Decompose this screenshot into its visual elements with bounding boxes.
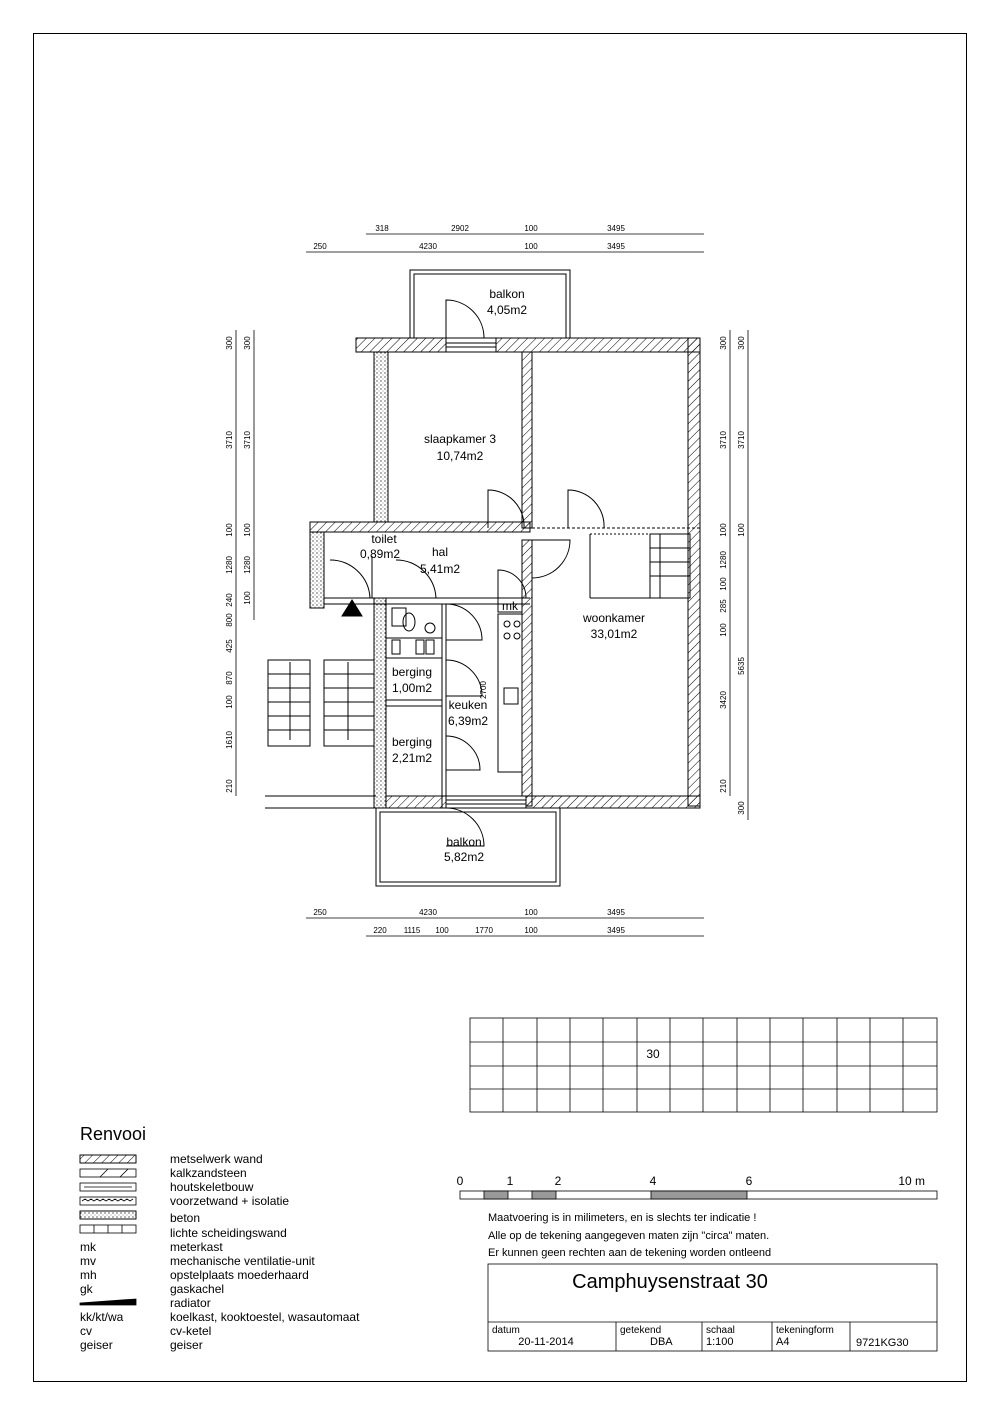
dim-right-outer-4: 300	[737, 801, 746, 815]
dim-right-inner-2: 100	[719, 523, 728, 537]
legend-label-6: meterkast	[170, 1240, 223, 1254]
dim-bottom2-1: 1115	[403, 926, 421, 935]
dim-top1-1: 2902	[451, 224, 469, 233]
dim-top1-0: 318	[375, 224, 389, 233]
room-hal-name: hal	[431, 545, 449, 559]
dim-right-inner-4: 100	[719, 577, 728, 591]
title-block-tekeningform: A4	[776, 1336, 790, 1348]
title-block-schaal-label: schaal	[706, 1325, 735, 1336]
legend-label-1: kalkzandsteen	[170, 1166, 247, 1180]
legend-label-8: opstelplaats moederhaard	[170, 1268, 309, 1282]
title-block-title: Camphuysenstraat 30	[572, 1271, 768, 1293]
title-block-datum: 20-11-2014	[518, 1336, 574, 1348]
scale-tick-2: 2	[554, 1174, 562, 1188]
room-balkon-bottom-name: balkon	[446, 835, 482, 849]
scale-tick-1: 1	[506, 1174, 514, 1188]
dim-left-inner-3: 1280	[243, 556, 252, 574]
dim-bottom2-4: 100	[524, 926, 538, 935]
reference-grid	[470, 1018, 937, 1112]
room-balkon-top-name: balkon	[489, 287, 525, 301]
dim-left-inner-0: 300	[243, 336, 252, 350]
legend-label-2: houtskeletbouw	[170, 1180, 254, 1194]
room-berging2-name: berging	[391, 735, 433, 749]
legend-key-7: mv	[80, 1254, 96, 1268]
dim-left-outer-4: 240	[225, 593, 234, 607]
room-slaapkamer-area: 10,74m2	[436, 449, 484, 463]
dim-top2-3: 3495	[607, 242, 625, 251]
dim-left-inner-4: 100	[243, 591, 252, 605]
title-block-getekend: DBA	[650, 1336, 673, 1348]
top-wall	[356, 338, 700, 352]
dim-right-inner-8: 210	[719, 779, 728, 793]
dim-bottom1-1: 4230	[419, 908, 437, 917]
legend-label-11: koelkast, kooktoestel, wasautomaat	[170, 1310, 360, 1324]
dim-right-inner-6: 100	[719, 623, 728, 637]
dim-left-outer-8: 100	[225, 695, 234, 709]
room-keuken-name: keuken	[448, 698, 488, 712]
title-block-schaal: 1:100	[706, 1336, 734, 1348]
dim-bottom2-5: 3495	[607, 926, 625, 935]
room-balkon-bottom-area: 5,82m2	[443, 850, 485, 864]
legend-key-6: mk	[80, 1240, 96, 1254]
legend-key-9: gk	[80, 1282, 93, 1296]
scale-tick-10: 10 m	[898, 1174, 925, 1188]
title-block-datum-label: datum	[492, 1325, 520, 1336]
dim-left-outer-1: 3710	[225, 431, 234, 449]
legend-key-8: mh	[80, 1268, 97, 1282]
legend-key-12: cv	[80, 1324, 92, 1338]
legend-label-3: voorzetwand + isolatie	[170, 1194, 290, 1208]
legend-key-13: geiser	[80, 1338, 113, 1352]
dim-left-inner-1: 3710	[243, 431, 252, 449]
title-block-code: 9721KG30	[856, 1337, 909, 1349]
dim-bottom1-3: 3495	[607, 908, 625, 917]
room-labels	[360, 287, 645, 864]
grid-cell-value: 30	[646, 1047, 660, 1061]
scale-tick-4: 4	[649, 1174, 657, 1188]
room-slaapkamer-name: slaapkamer 3	[423, 432, 497, 446]
dim-right-inner-5: 285	[719, 599, 728, 613]
room-berging2-area: 2,21m2	[391, 751, 433, 765]
room-berging1-name: berging	[391, 665, 433, 679]
dim-right-inner-0: 300	[719, 336, 728, 350]
dim-kitchen: 2700	[479, 681, 488, 699]
title-block-getekend-label: getekend	[620, 1325, 662, 1336]
room-mk-name: mk	[502, 599, 518, 613]
legend-label-12: cv-ketel	[170, 1324, 212, 1338]
dim-left-outer-2: 100	[225, 523, 234, 537]
legend-title: Renvooi	[80, 1124, 147, 1144]
dim-bottom2-2: 100	[435, 926, 449, 935]
dim-bottom2-0: 220	[373, 926, 387, 935]
note-2: Er kunnen geen rechten aan de tekening worden ontleend	[488, 1247, 772, 1259]
title-block-tekeningform-label: tekeningform	[776, 1325, 834, 1336]
dim-left-outer-5: 800	[225, 613, 234, 627]
legend-key-11: kk/kt/wa	[80, 1310, 124, 1324]
legend-label-13: geiser	[170, 1338, 203, 1352]
room-woonkamer-area: 33,01m2	[590, 627, 638, 641]
dim-left-outer-3: 1280	[225, 556, 234, 574]
dim-bottom1-2: 100	[524, 908, 538, 917]
dim-right-inner-7: 3420	[719, 691, 728, 709]
room-woonkamer-name: woonkamer	[582, 611, 646, 625]
dim-top1-3: 3495	[607, 224, 625, 233]
legend-label-9: gaskachel	[170, 1282, 225, 1296]
dim-left-outer-6: 425	[225, 639, 234, 653]
legend-label-10: radiator	[170, 1296, 211, 1310]
dim-right-outer-3: 5635	[737, 657, 746, 675]
legend-label-5: lichte scheidingswand	[170, 1226, 287, 1240]
note-1: Alle op de tekening aangegeven maten zijn "circa" maten.	[488, 1230, 770, 1242]
floor-plan	[265, 270, 700, 886]
room-toilet-area: 0,89m2	[359, 547, 401, 561]
dim-top2-2: 100	[524, 242, 538, 251]
dim-right-outer-0: 300	[737, 336, 746, 350]
dim-top2-0: 250	[313, 242, 327, 251]
legend-label-0: metselwerk wand	[170, 1152, 263, 1166]
dim-left-outer-9: 1610	[225, 731, 234, 749]
dimension-texts	[225, 224, 746, 935]
dim-bottom2-3: 1770	[475, 926, 493, 935]
legend-label-7: mechanische ventilatie-unit	[170, 1254, 315, 1268]
room-toilet-name: toilet	[371, 532, 397, 546]
scale-tick-0: 0	[456, 1174, 464, 1188]
dim-top1-2: 100	[524, 224, 538, 233]
dim-left-outer-7: 870	[225, 671, 234, 685]
dim-right-outer-2: 100	[737, 523, 746, 537]
room-hal-area: 5,41m2	[419, 562, 461, 576]
dim-bottom1-0: 250	[313, 908, 327, 917]
dim-top2-1: 4230	[419, 242, 437, 251]
room-berging1-area: 1,00m2	[391, 681, 433, 695]
room-keuken-area: 6,39m2	[447, 714, 489, 728]
dim-left-outer-0: 300	[225, 336, 234, 350]
scale-ticks	[457, 1174, 925, 1188]
scale-tick-6: 6	[745, 1174, 753, 1188]
dim-right-outer-1: 3710	[737, 431, 746, 449]
legend-items	[80, 1152, 360, 1352]
dim-right-inner-3: 1280	[719, 551, 728, 569]
scale-bar	[460, 1191, 937, 1199]
note-0: Maatvoering is in milimeters, en is slechts ter indicatie !	[488, 1212, 757, 1224]
dim-left-outer-10: 210	[225, 779, 234, 793]
dim-right-inner-1: 3710	[719, 431, 728, 449]
legend-label-4: beton	[170, 1211, 201, 1225]
dim-left-inner-2: 100	[243, 523, 252, 537]
room-balkon-top-area: 4,05m2	[486, 303, 528, 317]
